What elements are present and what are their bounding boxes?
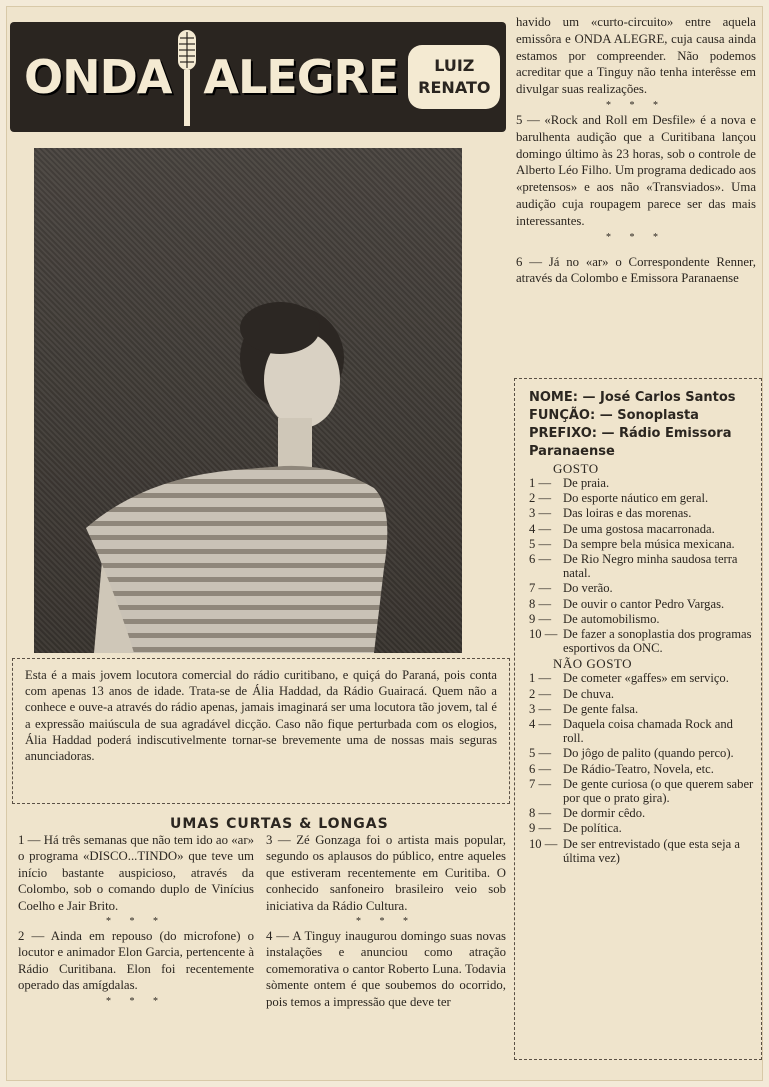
item-text: Daquela coisa chamada Rock and roll. <box>563 717 733 746</box>
dislikes-item <box>529 702 755 716</box>
section-title: UMAS CURTAS & LONGAS <box>170 816 389 832</box>
column-masthead <box>10 22 506 132</box>
item-text: Das loiras e das morenas. <box>563 506 692 521</box>
item-text: Do jôgo de palito (quando perco). <box>563 746 734 761</box>
profile-name: NOME: — José Carlos Santos <box>529 390 736 405</box>
dislikes-item <box>529 687 755 701</box>
item-number: 7 — <box>529 776 552 791</box>
note-paragraph: 4 — A Tinguy inaugurou domingo suas novas instalações e anunciou como atração comemorativa o cantor Roberto Luna. Todavia sòmente ontem é que soubemos do ocorrido, pois temos a impressão que deve ter <box>266 929 506 1009</box>
item-number: 3 — <box>529 701 552 716</box>
likes-list <box>529 476 755 655</box>
item-number: 9 — <box>529 821 552 836</box>
likes-item <box>529 522 755 536</box>
likes-item <box>529 491 755 505</box>
likes-item <box>529 476 755 490</box>
masthead-title-left: ONDA <box>24 50 172 104</box>
item-text: De dormir cêdo. <box>563 806 646 821</box>
dislikes-item <box>529 777 755 805</box>
likes-item <box>529 552 755 580</box>
separator-stars: * * * <box>606 99 666 111</box>
notes-left-column <box>18 832 254 1008</box>
notes-right-column <box>516 14 756 289</box>
item-number: 8 — <box>529 806 552 821</box>
likes-item <box>529 581 755 595</box>
microphone-icon <box>173 22 201 132</box>
dislikes-item <box>529 837 755 865</box>
photo-caption: Esta é a mais jovem locutora comercial do rádio curitibano, e quiçá do Paraná, pois conta com apenas 13 anos de idade. Trata-se de Ália Haddad, da Rádio Guairacá. Quem não a conhece e ouve-a através do rádio apenas, jamais imaginará ser uma locutora tão jovem, tal é a expressão maiúscula de sua agradável dicção. Caso não fique perturbada com os elogios, Ália Haddad poderá indiscutivelmente tornar-se brevemente uma de nossas mais seguras anunciadoras. <box>12 658 510 804</box>
item-number: 5 — <box>529 536 552 551</box>
separator-stars: * * * <box>106 916 166 928</box>
item-number: 4 — <box>529 717 552 732</box>
item-text: Do verão. <box>563 581 613 596</box>
masthead-title-right: ALEGRE <box>203 50 399 104</box>
item-text: De Rádio-Teatro, Novela, etc. <box>563 761 714 776</box>
dislikes-item <box>529 717 755 745</box>
dislikes-heading: NÃO GOSTO <box>553 656 633 672</box>
likes-item <box>529 537 755 551</box>
item-text: Da sempre bela música mexicana. <box>563 536 735 551</box>
profile-station: PREFIXO: — Rádio Emissora Paranaense <box>529 426 732 459</box>
dislikes-item <box>529 821 755 835</box>
likes-item <box>529 627 755 655</box>
author-last-name: RENATO <box>418 78 491 97</box>
dislikes-item <box>529 762 755 776</box>
note-paragraph: 6 — Já no «ar» o Correspondente Renner, através da Colombo e Emissora Paranaense <box>516 254 756 286</box>
note-paragraph: 2 — Ainda em repouso (do microfone) o locutor e animador Elon Garcia, pertencente à Rádio Curitibana. Elon foi recentemente operado das amígdalas. <box>18 929 254 993</box>
item-number: 3 — <box>529 506 552 521</box>
item-text: Do esporte náutico em geral. <box>563 491 709 506</box>
note-paragraph: 3 — Zé Gonzaga foi o artista mais popular, segundo os aplausos do público, entre aqueles que estiveram recentemente em Curitiba. O conhecido sanfoneiro brasileiro veio sob iniciativa da Rádio Cultura. <box>266 833 506 913</box>
item-number: 8 — <box>529 596 552 611</box>
profile-box <box>514 378 762 1060</box>
item-number: 10 — <box>529 627 558 642</box>
likes-item <box>529 597 755 611</box>
portrait-photo <box>34 148 462 653</box>
likes-item <box>529 506 755 520</box>
item-text: De gente curiosa (o que querem saber por que o prato gira). <box>563 776 754 806</box>
item-text: De cometer «gaffes» em serviço. <box>563 671 729 686</box>
note-paragraph: havido um «curto-circuito» entre aquela emissôra e ONDA ALEGRE, cuja causa ainda estamos por compreender. Não podemos acreditar que a Tinguy não tenha interêsse em divulgar suas realizações. <box>516 15 756 97</box>
item-number: 4 — <box>529 521 552 536</box>
item-text: De fazer a sonoplastia dos programas esportivos da ONC. <box>563 627 752 656</box>
separator-stars: * * * <box>356 916 416 928</box>
item-text: De Rio Negro minha saudosa terra natal. <box>563 552 738 581</box>
item-number: 7 — <box>529 581 552 596</box>
dislikes-list <box>529 671 755 865</box>
likes-item <box>529 612 755 626</box>
item-number: 1 — <box>529 476 552 490</box>
note-paragraph: 5 — «Rock and Roll em Desfile» é a nova e barulhenta audição que a Curitibana lançou domingo último às 23 horas, sob o controle de Alberto Léo Filho. Um programa dedicado aos «pretensos» e aos não «Transviados». Uma audição cuja roupagem parece ser das mais interessantes. <box>516 112 756 228</box>
likes-heading: GOSTO <box>553 461 599 476</box>
dislikes-item <box>529 806 755 820</box>
item-number: 6 — <box>529 761 552 776</box>
note-paragraph: 1 — Há três semanas que não tem ido ao «ar» o programa «DISCO...TINDO» que teve um início bastante auspicioso, através da Colombo, sob o comando duplo de Vinícius Coelho e Jair Brito. <box>18 833 254 913</box>
item-text: De automobilismo. <box>563 611 660 626</box>
item-number: 2 — <box>529 491 552 506</box>
item-text: De uma gostosa macarronada. <box>563 521 715 536</box>
item-text: De praia. <box>563 476 610 490</box>
item-number: 9 — <box>529 611 552 626</box>
item-text: De ser entrevistado (que esta seja a última vez) <box>563 836 740 865</box>
dislikes-item <box>529 746 755 760</box>
author-first-name: LUIZ <box>434 56 475 75</box>
dislikes-item <box>529 671 755 685</box>
item-text: De gente falsa. <box>563 701 639 716</box>
separator-stars: * * * <box>106 995 166 1007</box>
author-byline <box>408 45 500 109</box>
item-text: De chuva. <box>563 686 615 701</box>
item-number: 2 — <box>529 686 552 701</box>
item-number: 5 — <box>529 746 552 761</box>
notes-middle-column <box>266 832 506 1012</box>
profile-function: FUNÇÃO: — Sonoplasta <box>529 408 699 423</box>
separator-stars: * * * <box>606 231 666 243</box>
item-number: 1 — <box>529 671 552 686</box>
item-number: 6 — <box>529 552 552 567</box>
item-number: 10 — <box>529 836 558 851</box>
item-text: De ouvir o cantor Pedro Vargas. <box>563 596 725 611</box>
item-text: De política. <box>563 821 622 836</box>
